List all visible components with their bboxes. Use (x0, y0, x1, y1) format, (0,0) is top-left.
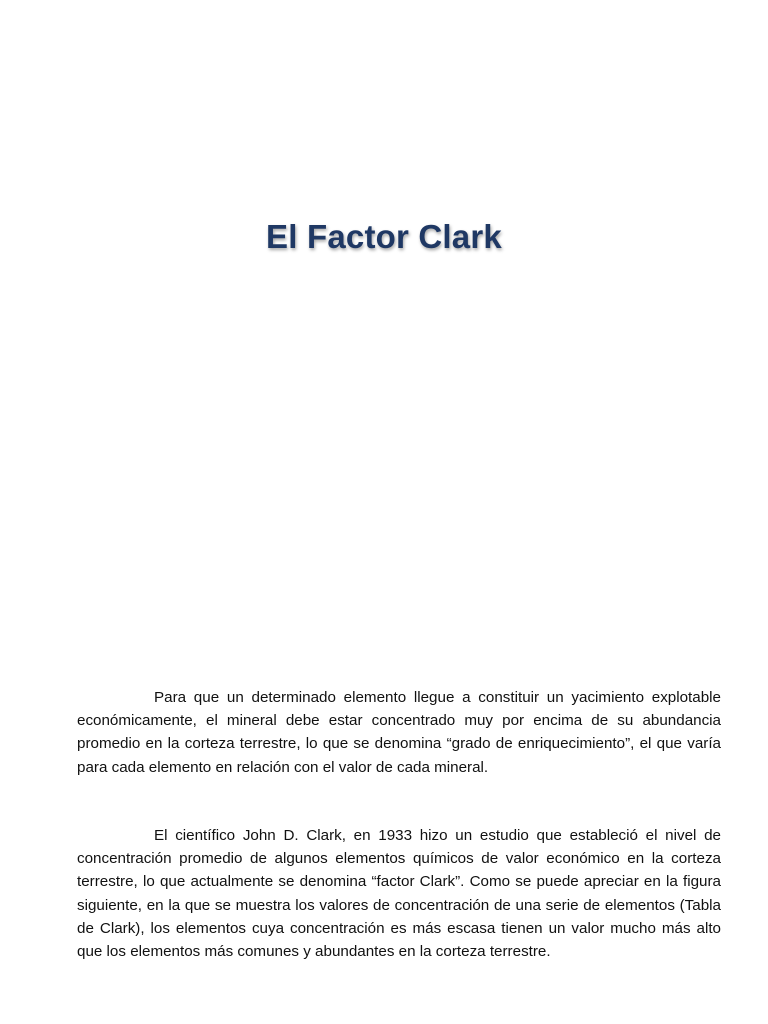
document-title: El Factor Clark (266, 218, 502, 255)
body-paragraph-1 (77, 686, 721, 779)
body-paragraph-2 (77, 824, 721, 963)
paragraph-2-text: El científico John D. Clark, en 1933 hizo un estudio que estableció el nivel de concentración promedio de algunos elementos químicos de valor económico en la corteza terrestre, lo que actualmente se denomina “factor Clark”. Como se puede apreciar en la figura siguiente, en la que se muestra los valores de concentración de una serie de elementos (Tabla de Clark), los elementos cuya concentración es más escasa tienen un valor mucho más alto que los elementos más comunes y abundantes en la corteza terrestre. (77, 827, 721, 961)
paragraph-1-text: Para que un determinado elemento llegue a constituir un yacimiento explotable económicamente, el mineral debe estar concentrado muy por encima de su abundancia promedio en la corteza terrestre, lo que se denomina “grado de enriquecimiento”, el que varía para cada elemento en relación con el valor de cada mineral. (77, 689, 721, 776)
